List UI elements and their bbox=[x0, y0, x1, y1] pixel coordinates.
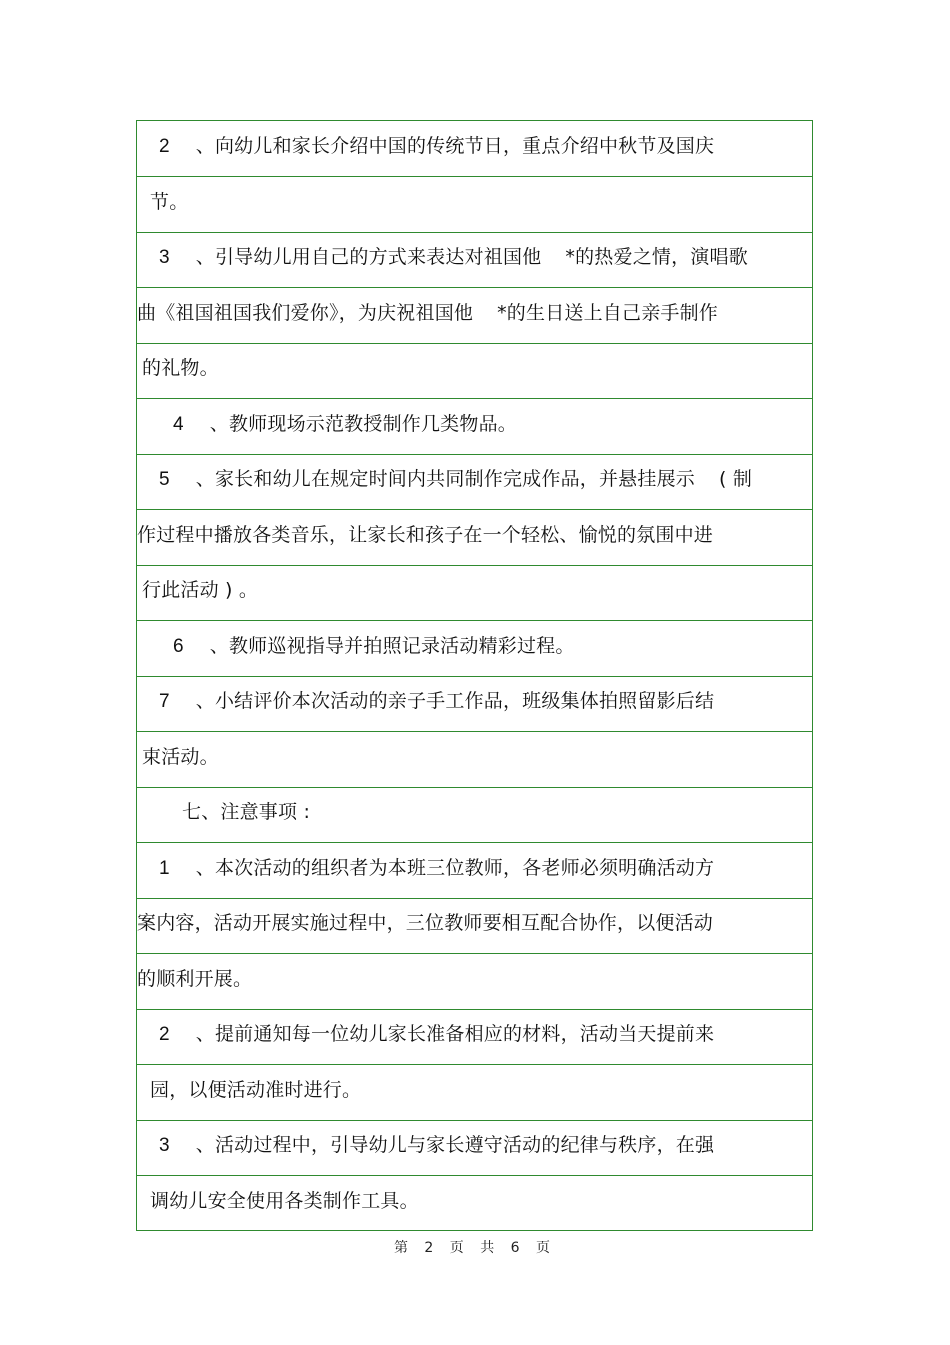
table-row bbox=[137, 787, 812, 843]
paragraph-line bbox=[173, 411, 517, 438]
item-number: 2 bbox=[159, 136, 170, 157]
table-row bbox=[137, 1120, 812, 1176]
paragraph-line bbox=[159, 1021, 714, 1048]
paragraph-line bbox=[137, 300, 718, 326]
paragraph-line bbox=[173, 633, 575, 660]
line-text: 曲《祖国祖国我们爱你》，为庆祝祖国他 bbox=[137, 302, 474, 324]
paragraph-line bbox=[150, 1188, 419, 1214]
line-text: 七、注意事项 : bbox=[182, 801, 311, 823]
item-number: 3 bbox=[159, 247, 170, 268]
paragraph-line bbox=[150, 189, 188, 215]
line-text: 园，以便活动准时进行。 bbox=[150, 1079, 362, 1101]
table-row bbox=[137, 898, 812, 954]
line-text: 作过程中播放各类音乐，让家长和孩子在一个轻松、愉悦的氛围中进 bbox=[137, 524, 714, 546]
table-row bbox=[137, 510, 812, 566]
table-row bbox=[137, 399, 812, 455]
line-text-tail: *的热爱之情，演唱歌 bbox=[565, 246, 748, 268]
line-text: 、家长和幼儿在规定时间内共同制作完成作品，并悬挂展示 bbox=[195, 468, 695, 490]
line-text: 、向幼儿和家长介绍中国的传统节日，重点介绍中秋节及国庆 bbox=[195, 135, 715, 157]
paragraph-line bbox=[159, 855, 714, 882]
item-number: 4 bbox=[173, 414, 184, 435]
paragraph-line bbox=[137, 966, 252, 992]
paragraph-line bbox=[159, 133, 714, 160]
item-number: 5 bbox=[159, 469, 170, 490]
line-text: 的顺利开展。 bbox=[137, 968, 253, 990]
paragraph-line bbox=[137, 522, 713, 548]
line-text: 束活动。 bbox=[142, 746, 219, 768]
paragraph-line bbox=[159, 466, 752, 493]
line-text: 、活动过程中，引导幼儿与家长遵守活动的纪律与秩序，在强 bbox=[195, 1134, 715, 1156]
line-text: 节。 bbox=[150, 191, 189, 213]
item-number: 7 bbox=[159, 691, 170, 712]
table-row bbox=[137, 232, 812, 288]
table-row bbox=[137, 565, 812, 621]
paragraph-line bbox=[142, 355, 219, 381]
line-text: 的礼物。 bbox=[142, 357, 219, 379]
table-row bbox=[137, 454, 812, 510]
item-number: 6 bbox=[173, 636, 184, 657]
line-text: 行此活动 ) 。 bbox=[142, 579, 259, 601]
line-text: 案内容，活动开展实施过程中，三位教师要相互配合协作，以便活动 bbox=[137, 912, 714, 934]
document-table bbox=[136, 120, 813, 1231]
table-row bbox=[137, 1009, 812, 1065]
item-number: 2 bbox=[159, 1024, 170, 1045]
table-row bbox=[137, 121, 812, 177]
paragraph-line bbox=[159, 244, 748, 271]
line-text: 调幼儿安全使用各类制作工具。 bbox=[150, 1190, 419, 1212]
line-text: 、教师现场示范教授制作几类物品。 bbox=[209, 413, 517, 435]
page-footer: 第 2 页 共 6 页 bbox=[393, 1240, 557, 1256]
line-text: 、提前通知每一位幼儿家长准备相应的材料，活动当天提前来 bbox=[195, 1023, 715, 1045]
paragraph-line bbox=[142, 744, 219, 770]
paragraph-line bbox=[159, 688, 714, 715]
line-text: 、小结评价本次活动的亲子手工作品，班级集体拍照留影后结 bbox=[195, 690, 715, 712]
section-heading bbox=[182, 799, 310, 825]
item-number: 1 bbox=[159, 858, 170, 879]
paragraph-line bbox=[150, 1077, 361, 1103]
table-row bbox=[137, 621, 812, 677]
line-text: 、本次活动的组织者为本班三位教师，各老师必须明确活动方 bbox=[195, 857, 715, 879]
table-row bbox=[137, 1176, 812, 1232]
table-row bbox=[137, 1065, 812, 1121]
paragraph-line bbox=[137, 910, 713, 936]
table-row bbox=[137, 288, 812, 344]
item-number: 3 bbox=[159, 1135, 170, 1156]
table-row bbox=[137, 843, 812, 899]
line-text: 、教师巡视指导并拍照记录活动精彩过程。 bbox=[209, 635, 575, 657]
line-text-tail: ( 制 bbox=[718, 468, 753, 490]
table-row bbox=[137, 177, 812, 233]
line-text-tail: *的生日送上自己亲手制作 bbox=[497, 302, 719, 324]
line-text: 、引导幼儿用自己的方式来表达对祖国他 bbox=[195, 246, 542, 268]
table-row bbox=[137, 343, 812, 399]
paragraph-line bbox=[159, 1132, 714, 1159]
paragraph-line bbox=[142, 577, 258, 603]
table-row bbox=[137, 676, 812, 732]
table-row bbox=[137, 954, 812, 1010]
table-row bbox=[137, 732, 812, 788]
